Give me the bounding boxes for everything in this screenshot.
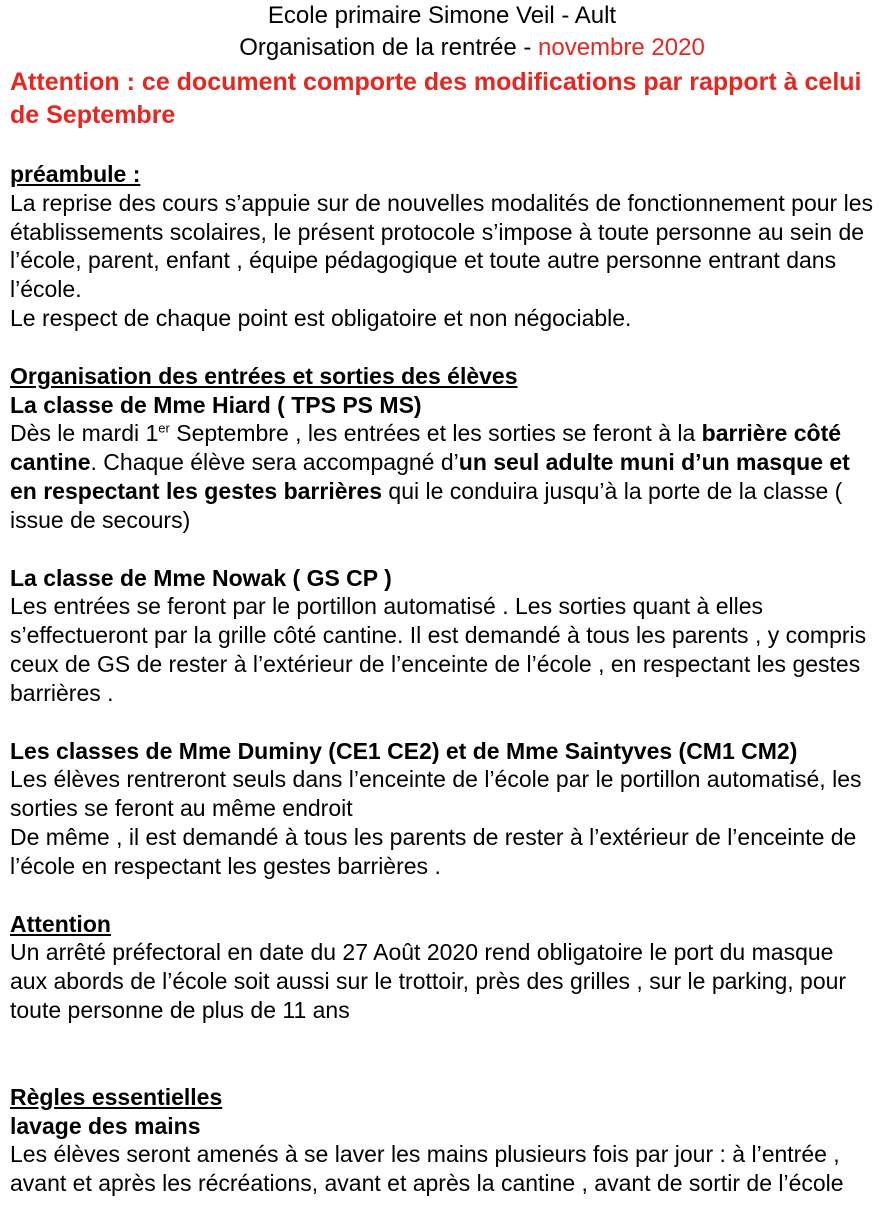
nowak-class-title: La classe de Mme Nowak ( GS CP )	[10, 564, 392, 591]
nowak-class-text: Les entrées se feront par le portillon automatisé . Les sorties quant à elles s’effectueront par la grille côté cantine. Il est demandé à tous les parents , y compris ceux de GS de rester à l’extérieur de l’enceinte de l’école , en respectant les gestes barrières .	[10, 593, 867, 706]
spacer	[10, 132, 874, 160]
spacer	[10, 333, 874, 362]
attention-heading: Attention	[10, 910, 111, 937]
document-title	[10, 32, 874, 64]
lavage-title: lavage des mains	[10, 1112, 201, 1139]
document-title-prefix: Organisation de la rentrée -	[239, 34, 539, 61]
organisation-heading: Organisation des entrées et sorties des élèves	[10, 362, 518, 389]
hiard-class-text	[10, 419, 874, 534]
preambule-note: Le respect de chaque point est obligatoire et non négociable.	[10, 304, 632, 331]
attention-text: Un arrêté préfectoral en date du 27 Août 2020 rend obligatoire le port du masque aux abords de l’école soit aussi sur le trottoir, près des grilles , sur le parking, pour toute personne de plus de 11 ans	[10, 939, 847, 1023]
duminy-class-title: Les classes de Mme Duminy (CE1 CE2) et de Mme Saintyves (CM1 CM2)	[10, 737, 798, 764]
regles-heading: Règles essentielles	[10, 1083, 223, 1110]
duminy-class-text: Les élèves rentreront seuls dans l’enceinte de l’école par le portillon automatisé, les sorties se feront au même endroit	[10, 766, 862, 822]
document-date: novembre 2020	[538, 34, 705, 61]
lavage-text: Les élèves seront amenés à se laver les mains plusieurs fois par jour : à l’entrée , avant et après les récréations, avant et après la cantine , avant de sortir de l’école	[10, 1141, 844, 1197]
spacer	[10, 708, 874, 737]
hiard-bold-2: un seul adulte muni d’un masque et en respectant les gestes barrières	[10, 449, 850, 504]
hiard-text-4: qui le conduira jusqu’à la porte de la classe ( issue de secours)	[10, 477, 843, 533]
spacer	[10, 1025, 874, 1083]
ordinal-suffix: er	[158, 420, 170, 436]
hiard-text-2: Septembre , les entrées et les sorties se feront à la	[169, 420, 702, 447]
duminy-class-note: De même , il est demandé à tous les parents de rester à l’extérieur de l’enceinte de l’école en respectant les gestes barrières .	[10, 823, 857, 879]
hiard-text-1: Dès le mardi 1	[10, 420, 159, 447]
hiard-text-3: . Chaque élève sera accompagné d’	[90, 449, 459, 476]
spacer	[10, 881, 874, 910]
preambule-heading: préambule :	[10, 161, 141, 187]
hiard-class-title: La classe de Mme Hiard ( TPS PS MS)	[10, 391, 422, 418]
hiard-bold-1: barrière côté cantine	[10, 420, 842, 476]
preambule-text: La reprise des cours s’appuie sur de nouvelles modalités de fonctionnement pour les établissements scolaires, le présent protocole s’impose à toute personne au sein de l’école, parent, enfant , équipe pédagogique et toute autre personne entrant dans l’école.	[10, 189, 874, 303]
modification-warning: Attention : ce document comporte des modifications par rapport à celui de Septembre	[10, 68, 862, 129]
school-title: Ecole primaire Simone Veil - Ault	[267, 2, 617, 29]
spacer	[10, 535, 874, 564]
